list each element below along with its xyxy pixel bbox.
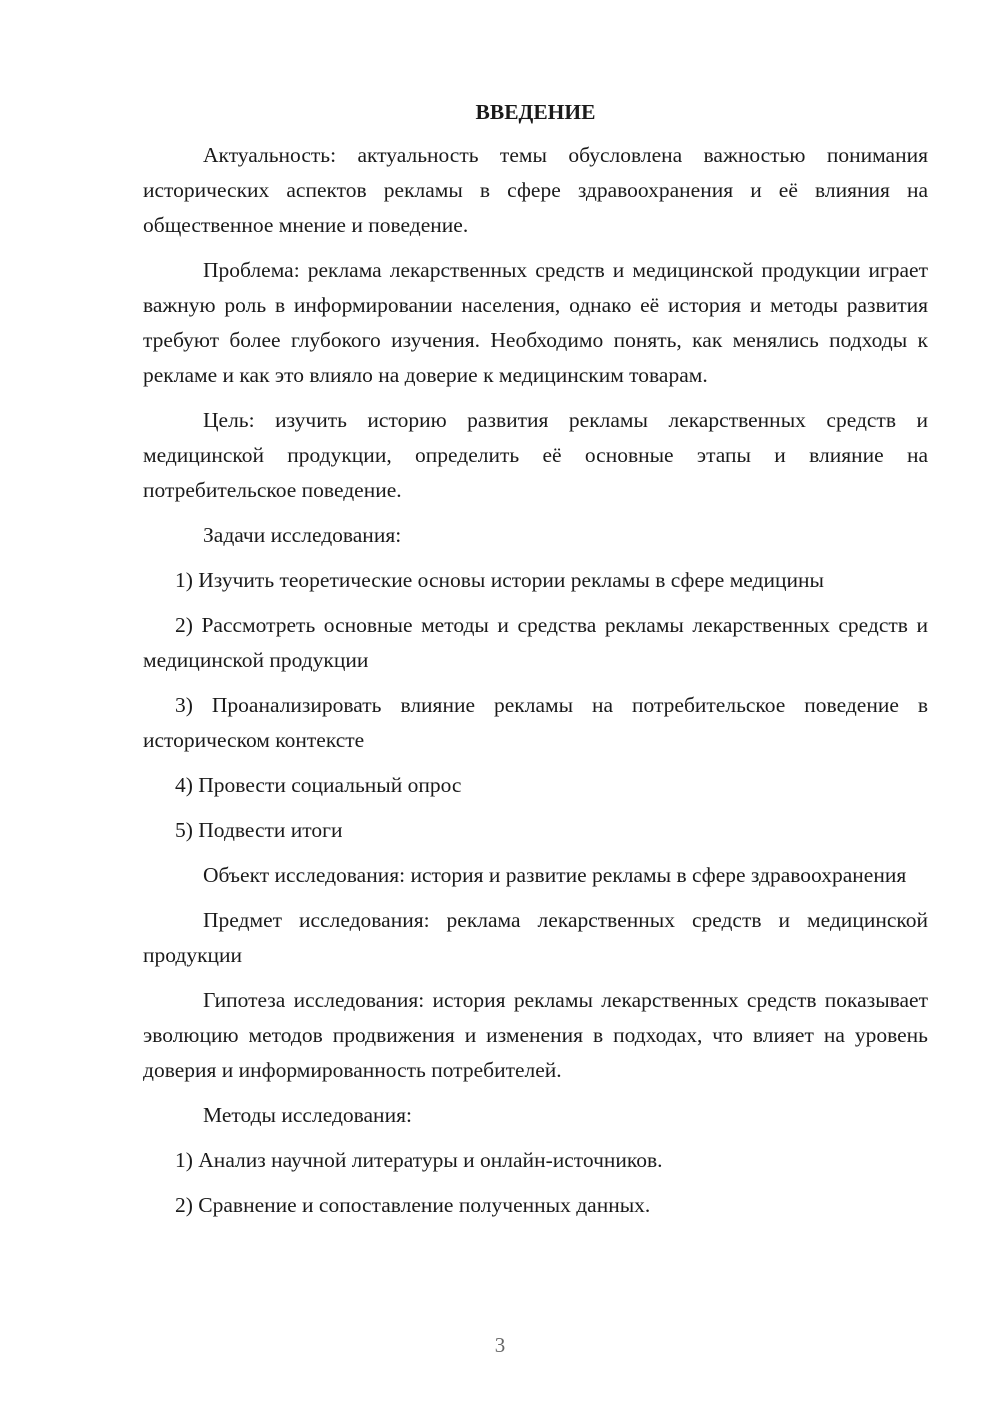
method-item-2: 2) Сравнение и сопоставление полученных данных. <box>175 1193 651 1217</box>
paragraph-subject: Предмет исследования: реклама лекарственных средств и медицинской продукции <box>143 908 928 967</box>
method-item-1: 1) Анализ научной литературы и онлайн-источников. <box>175 1148 663 1172</box>
document-page <box>143 96 928 1233</box>
document-title: ВВЕДЕНИЕ <box>475 100 596 124</box>
task-item-4: 4) Провести социальный опрос <box>175 773 462 797</box>
paragraph-tasks-heading: Задачи исследования: <box>203 523 402 547</box>
task-item-5: 5) Подвести итоги <box>175 818 343 842</box>
paragraph-relevance: Актуальность: актуальность темы обусловлена важностью понимания исторических аспектов рекламы в сфере здравоохранения и её влияния на общественное мнение и поведение. <box>143 143 928 237</box>
task-item-1: 1) Изучить теоретические основы истории рекламы в сфере медицины <box>175 568 824 592</box>
paragraph-problem: Проблема: реклама лекарственных средств и медицинской продукции играет важную роль в информировании населения, однако её история и методы развития требуют более глубокого изучения. Необходимо понять, как менялись подходы к рекламе и как это влияло на доверие к медицинским товарам. <box>143 258 928 387</box>
paragraph-methods-heading: Методы исследования: <box>203 1103 412 1127</box>
page-number: 3 <box>494 1333 506 1357</box>
task-item-3: 3) Проанализировать влияние рекламы на потребительское поведение в историческом контексте <box>143 693 928 752</box>
task-item-2: 2) Рассмотреть основные методы и средства рекламы лекарственных средств и медицинской продукции <box>143 613 928 672</box>
paragraph-hypothesis: Гипотеза исследования: история рекламы лекарственных средств показывает эволюцию методов продвижения и изменения в подходах, что влияет на уровень доверия и информированность потребителей. <box>143 988 928 1082</box>
paragraph-goal: Цель: изучить историю развития рекламы лекарственных средств и медицинской продукции, определить её основные этапы и влияние на потребительское поведение. <box>143 408 928 502</box>
paragraph-object: Объект исследования: история и развитие рекламы в сфере здравоохранения <box>203 863 907 887</box>
